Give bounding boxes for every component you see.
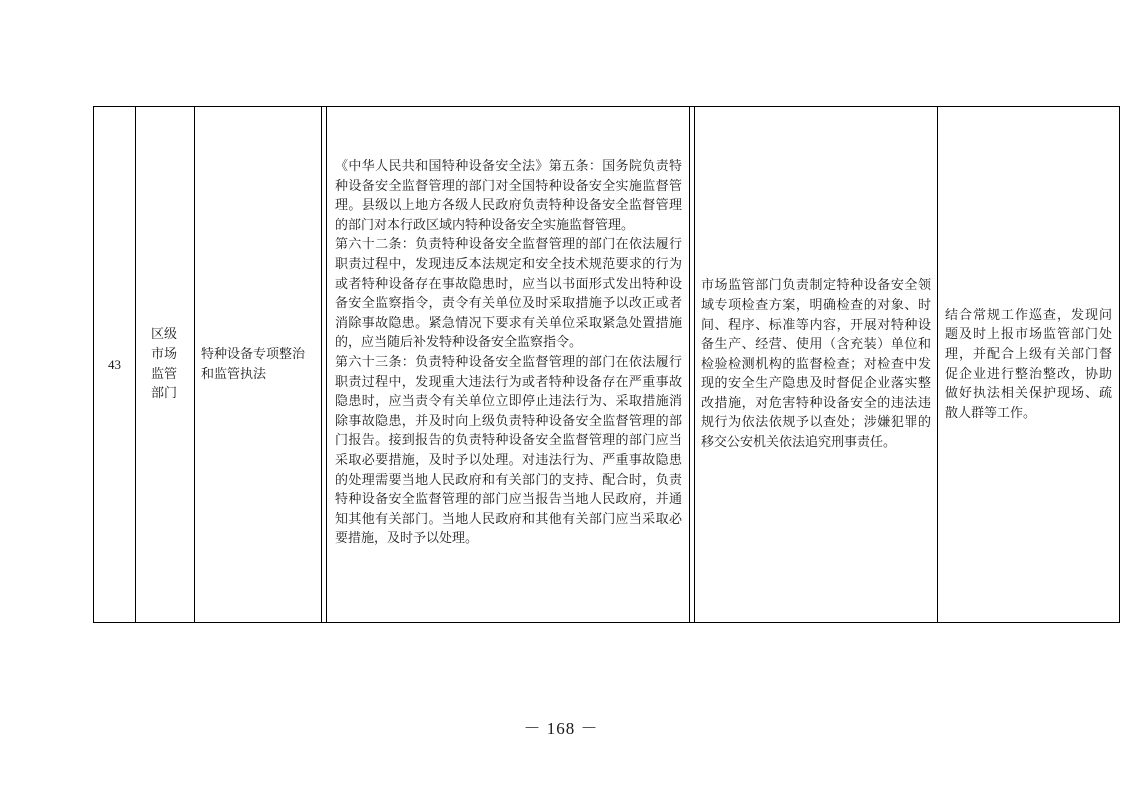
department-cell (136, 107, 195, 623)
legal-basis-box (326, 107, 690, 622)
item-cell: 特种设备专项整治和监管执法 (195, 107, 322, 623)
duty-cell: 市场监管部门负责制定特种设备安全领域专项检查方案，明确检查的对象、时间、程序、标准等内容，开展对特种设备生产、经营、使用（含充装）单位和检验检测机构的监督检查；对检查中发现的安全生产隐患及时督促企业落实整改措施，对危害特种设备安全的违法违规行为依法依规予以查处；涉嫌犯罪的移交公安机关依法追究刑事责任。 (695, 107, 938, 623)
legal-basis-paragraph: 第六十二条：负责特种设备安全监督管理的部门在依法履行职责过程中，发现违反本法规定和安全技术规范要求的行为或者特种设备存在事故隐患时，应当以书面形式发出特种设备安全监察指令，责令有关单位及时采取措施予以改正或者消除事故隐患。紧急情况下要求有关单位采取紧急处置措施的，应当随后补发特种设备安全监察指令。 (335, 237, 682, 351)
row-number: 43 (94, 107, 136, 623)
legal-basis-paragraph: 第六十三条：负责特种设备安全监督管理的部门在依法履行职责过程中，发现重大违法行为或者特种设备存在严重事故隐患时，应当责令有关单位立即停止违法行为、采取措施消除事故隐患，并及时向上级负责特种设备安全监督管理的部门报告。接到报告的负责特种设备安全监督管理的部门应当采取必要措施，及时予以处理。对违法行为、严重事故隐患的处理需要当地人民政府和有关部门的支持、配合时，负责特种设备安全监督管理的部门应当报告当地人民政府，并通知其他有关部门。当地人民政府和其他有关部门应当采取必要措施，及时予以处理。 (335, 354, 682, 547)
page-number: － 168 － (523, 719, 599, 738)
responsibility-table (93, 106, 1120, 623)
legal-basis-paragraph: 《中华人民共和国特种设备安全法》第五条：国务院负责特种设备安全监督管理的部门对全国特种设备安全实施监督管理。县级以上地方各级人民政府负责特种设备安全监督管理的部门对本行政区域内特种设备安全实施监督管理。 (335, 159, 682, 233)
legal-basis-cell (322, 107, 695, 623)
cooperation-cell: 结合常规工作巡查，发现问题及时上报市场监管部门处理，并配合上级有关部门督促企业进行整治整改，协助做好执法相关保护现场、疏散人群等工作。 (938, 107, 1120, 623)
table-row (94, 107, 1120, 623)
department-text: 区级市场监管部门 (151, 327, 178, 402)
